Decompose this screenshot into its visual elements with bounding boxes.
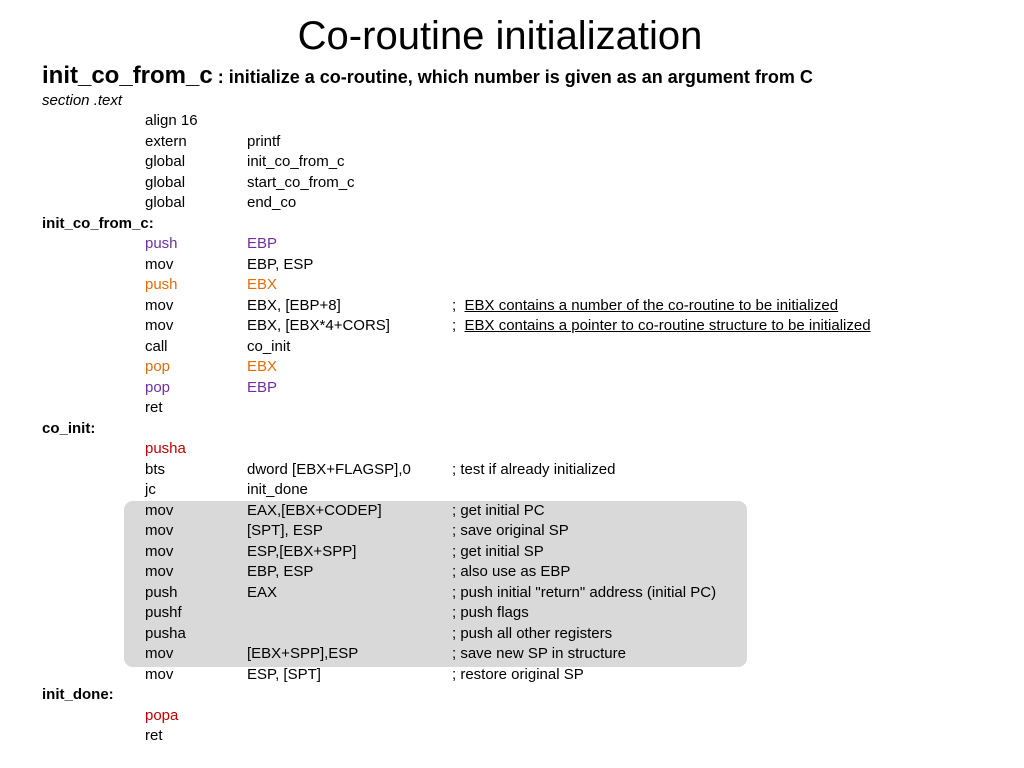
code-opcode: call — [145, 337, 168, 355]
code-opcode: mov — [145, 542, 174, 560]
code-line — [0, 726, 1024, 747]
code-operand: start_co_from_c — [247, 173, 355, 191]
code-listing — [0, 111, 1024, 747]
code-opcode: mov — [145, 645, 174, 662]
code-line — [0, 193, 1024, 214]
code-comment — [452, 296, 838, 317]
code-operand: ESP, [SPT] — [247, 665, 321, 683]
code-operand: ESP,[EBX+SPP] — [247, 542, 357, 560]
code-opcode: bts — [145, 460, 166, 478]
code-line — [0, 214, 1024, 235]
code-operand: printf — [247, 132, 281, 150]
code-operand: EBP — [247, 378, 278, 396]
code-operand: EBX, [EBX*4+CORS] — [247, 317, 390, 334]
code-line — [0, 152, 1024, 173]
code-operand: [SPT], ESP — [247, 522, 323, 539]
code-opcode: mov — [145, 563, 174, 580]
function-name: init_co_from_c — [42, 62, 213, 89]
code-operand: EAX — [247, 583, 278, 601]
code-line — [0, 706, 1024, 727]
code-operand: EBX — [247, 358, 278, 375]
code-line — [0, 644, 1024, 665]
code-comment: ; push all other registers — [452, 624, 613, 642]
code-opcode: align 16 — [145, 112, 198, 129]
code-comment: ; get initial PC — [452, 501, 545, 519]
comment-text: EBX contains a number of the co-routine to be initialized — [464, 296, 839, 314]
code-line — [0, 398, 1024, 419]
code-operand: init_co_from_c — [247, 153, 345, 170]
code-line — [0, 357, 1024, 378]
slide-title: Co-routine initialization — [297, 14, 703, 58]
code-comment: ; test if already initialized — [452, 460, 616, 478]
code-line — [0, 480, 1024, 501]
section-directive: section .text — [42, 92, 123, 109]
code-opcode: pushf — [145, 604, 182, 621]
code-line — [0, 296, 1024, 317]
code-comment: ; also use as EBP — [452, 563, 571, 580]
code-opcode: global — [145, 153, 186, 170]
code-operand: EBX — [247, 276, 278, 293]
code-line — [0, 316, 1024, 337]
comment-prefix: ; — [452, 317, 465, 334]
code-operand: EBX, [EBP+8] — [247, 296, 341, 314]
code-line — [0, 624, 1024, 645]
code-opcode: mov — [145, 296, 174, 314]
code-line — [0, 603, 1024, 624]
code-operand: EBP, ESP — [247, 563, 314, 580]
code-comment: ; push flags — [452, 604, 529, 621]
code-opcode: pop — [145, 358, 171, 375]
code-operand: EAX,[EBX+CODEP] — [247, 501, 382, 519]
code-opcode: global — [145, 194, 186, 211]
code-line — [0, 665, 1024, 686]
code-line — [0, 542, 1024, 563]
code-opcode: popa — [145, 706, 179, 724]
code-line — [0, 378, 1024, 399]
code-opcode: mov — [145, 255, 174, 273]
code-line — [0, 337, 1024, 358]
code-operand: end_co — [247, 194, 297, 211]
code-line — [0, 132, 1024, 153]
code-opcode: push — [145, 276, 178, 293]
code-opcode: jc — [145, 481, 156, 498]
code-line — [0, 521, 1024, 542]
code-opcode: pusha — [145, 624, 186, 642]
slide-subtitle — [42, 61, 813, 94]
function-description: : initialize a co-routine, which number is given as an argument from C — [212, 67, 813, 87]
code-label: init_co_from_c: — [42, 214, 154, 232]
code-label: init_done: — [42, 686, 114, 703]
code-comment — [452, 316, 871, 337]
code-line — [0, 460, 1024, 481]
code-comment: ; restore original SP — [452, 665, 584, 683]
code-line — [0, 685, 1024, 706]
code-line — [0, 501, 1024, 522]
code-operand: [EBX+SPP],ESP — [247, 645, 359, 662]
comment-text: EBX contains a pointer to co-routine structure to be initialized — [464, 317, 871, 334]
code-opcode: mov — [145, 501, 174, 519]
code-operand: EBP, ESP — [247, 255, 314, 273]
code-line — [0, 275, 1024, 296]
code-line — [0, 173, 1024, 194]
code-opcode: ret — [145, 727, 163, 744]
code-opcode: push — [145, 235, 178, 252]
code-operand: EBP — [247, 235, 278, 252]
comment-prefix: ; — [452, 296, 465, 314]
code-label: co_init: — [42, 419, 96, 437]
code-opcode: pusha — [145, 440, 186, 457]
code-opcode: mov — [145, 522, 174, 539]
code-line — [0, 439, 1024, 460]
code-operand: init_done — [247, 481, 308, 498]
code-opcode: mov — [145, 317, 174, 334]
code-opcode: mov — [145, 665, 174, 683]
code-opcode: extern — [145, 132, 187, 150]
code-comment: ; push initial "return" address (initial PC) — [452, 583, 717, 601]
code-line — [0, 234, 1024, 255]
code-opcode: push — [145, 583, 178, 601]
code-opcode: ret — [145, 399, 163, 416]
code-comment: ; get initial SP — [452, 542, 544, 560]
code-opcode: global — [145, 173, 186, 191]
code-line — [0, 111, 1024, 132]
code-operand: co_init — [247, 337, 291, 355]
code-line — [0, 583, 1024, 604]
code-operand: dword [EBX+FLAGSP],0 — [247, 460, 411, 478]
code-comment: ; save original SP — [452, 522, 569, 539]
code-line — [0, 419, 1024, 440]
code-line — [0, 255, 1024, 276]
code-line — [0, 562, 1024, 583]
code-opcode: pop — [145, 378, 171, 396]
code-comment: ; save new SP in structure — [452, 645, 626, 662]
